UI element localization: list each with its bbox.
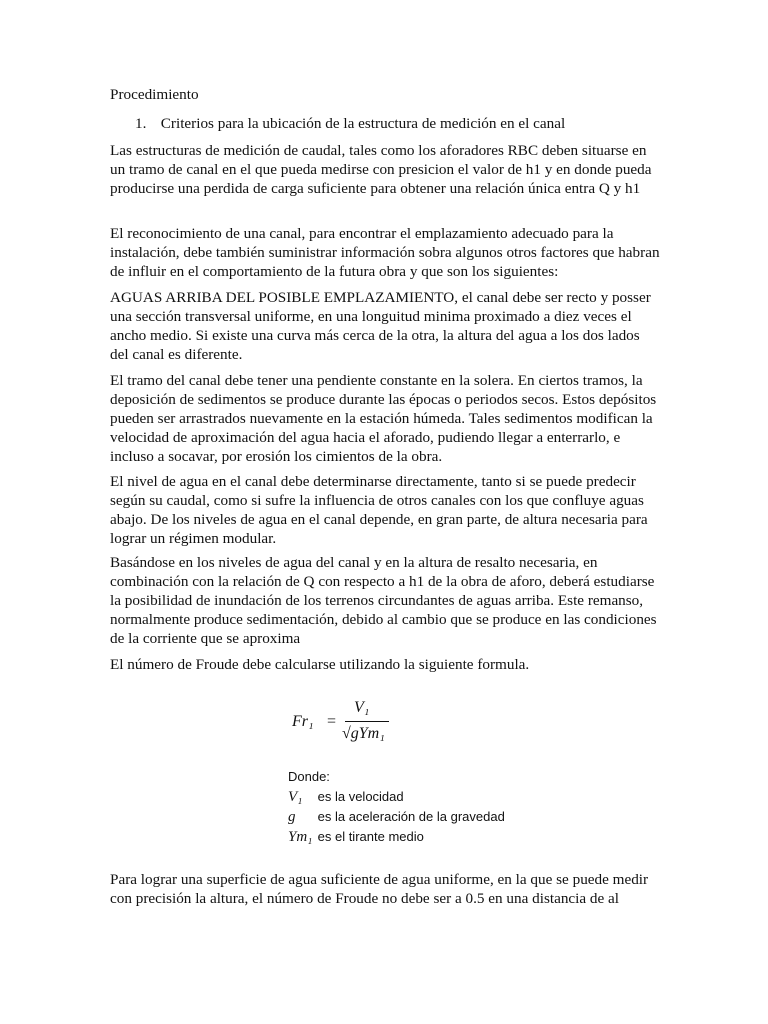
formula-equals: =: [327, 713, 337, 730]
definition-symbol: Ym₁: [288, 829, 313, 845]
definition-row: [288, 807, 505, 827]
definition-symbol: V₁: [288, 789, 303, 805]
definition-symbol: g: [288, 809, 296, 825]
definition-row: [288, 827, 505, 847]
paragraph: Las estructuras de medición de caudal, tales como los aforadores RBC deben situarse en un tramo de canal en el que pueda medirse con presicion el valor de h1 y en donde pueda producirse una perdida de carga suficiente para obtener una relación única entra Q y h1: [110, 142, 652, 197]
formula-legend: [288, 767, 505, 847]
donde-label: Donde:: [288, 769, 330, 784]
section-heading: Procedimiento: [110, 86, 199, 103]
fraction-bar: [345, 721, 389, 722]
froude-formula-figure: [280, 683, 520, 858]
definition-text: es la aceleración de la gravedad: [317, 809, 505, 824]
definition-text: es la velocidad: [317, 789, 404, 804]
numbered-list-item: [135, 115, 565, 133]
definition-row: [288, 787, 505, 807]
paragraph: AGUAS ARRIBA DEL POSIBLE EMPLAZAMIENTO, el canal debe ser recto y posser una sección transversal uniforme, en una longuitud minima proximado a diez veces el ancho medio. Si existe una curva más cerca de la otra, la altura del agua a los dos lados del canal es diferente.: [110, 289, 651, 363]
list-number: 1.: [135, 115, 147, 132]
formula-numerator: V₁: [354, 699, 370, 716]
paragraph: Para lograr una superficie de agua suficiente de agua uniforme, en la que se puede medir con precisión la altura, el número de Froude no debe ser a 0.5 en una distancia de al: [110, 871, 649, 907]
paragraph: El reconocimiento de una canal, para encontrar el emplazamiento adecuado para la instalación, debe también suministrar información sobra algunos otros factores que habran de influir en el comportamiento de la futura obra y que son los siguientes:: [110, 225, 660, 280]
paragraph: El tramo del canal debe tener una pendiente constante en la solera. En ciertos tramos, la deposición de sedimentos se produce durante las épocas o periodos secos. Estos depósitos pueden ser arrastrados nuevamente en la estación húmeda. Tales sedimentos modifican la velocidad de aproximación del agua hacia el aforado, pudiendo llegar a enterrarlo, e incluso a socavar, por erosión los cimientos de la obra.: [110, 372, 657, 465]
formula-lhs: Fr₁: [292, 713, 314, 730]
paragraph: Basándose en los niveles de agua del canal y en la altura de resalto necesaria, en combinación con la relación de Q con respecto a h1 de la obra de aforo, deberá estudiarse la posibilidad de inundación de los terrenos circundantes de aguas arriba. Este remanso, normalmente produce sedimentación, debido al cambio que se produce en las condiciones de la corriente que se aproxima: [110, 554, 657, 647]
definition-text: es el tirante medio: [317, 829, 424, 844]
paragraph: El nivel de agua en el canal debe determinarse directamente, tanto si se puede predecir según su caudal, como si sufre la influencia de otros canales con los que confluye aguas abajo. De los niveles de agua en el canal depende, en gran parte, de altura necesaria para lograr un régimen modular.: [110, 473, 648, 547]
list-item-text: Criterios para la ubicación de la estructura de medición en el canal: [160, 115, 566, 132]
paragraph: El número de Froude debe calcularse utilizando la siguiente formula.: [110, 656, 530, 673]
formula-denominator: √gYm₁: [342, 725, 385, 742]
